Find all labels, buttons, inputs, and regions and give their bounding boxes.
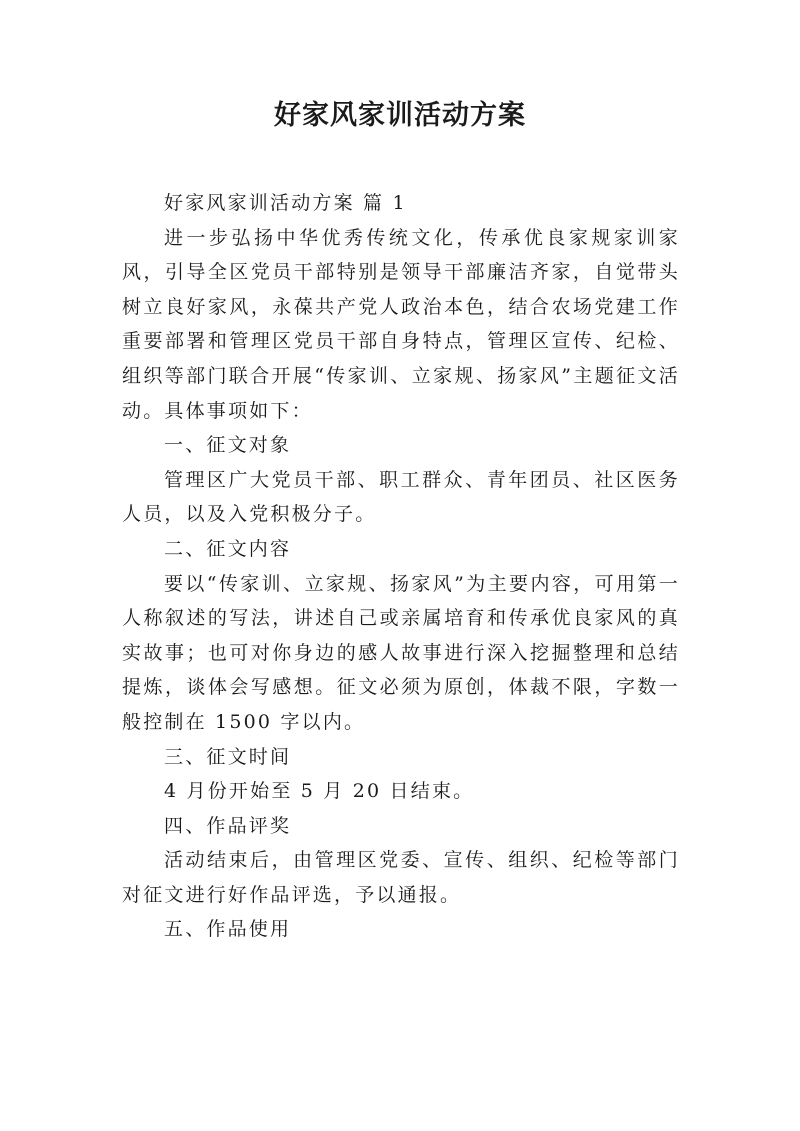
section-1-title: 一、征文对象 (164, 434, 292, 457)
section-1-text: 管理区广大党员干部、职工群众、青年团员、社区医务人员，以及入党积极分子。 (122, 468, 680, 526)
section-4-title: 四、作品评奖 (164, 814, 292, 837)
section-heading: 好家风家训活动方案 篇 1 (164, 192, 407, 214)
section-4-text: 活动结束后，由管理区党委、宣传、组织、纪检等部门对征文进行好作品评选，予以通报。 (122, 849, 680, 906)
document-body (122, 186, 680, 947)
section-2-title: 二、征文内容 (164, 537, 292, 560)
document-title: 好家风家训活动方案 (274, 100, 526, 131)
intro-paragraph: 进一步弘扬中华优秀传统文化，传承优良家规家训家风，引导全区党员干部特别是领导干部廉洁齐家，自觉带头树立良好家风，永葆共产党人政治本色，结合农场党建工作重要部署和管理区党员干部自身特点，管理区宣传、纪检、组织等部门联合开展“传家训、立家规、扬家风”主题征文活动。具体事项如下： (122, 226, 680, 422)
section-5-title: 五、作品使用 (164, 918, 292, 941)
section-2-text: 要以“传家训、立家规、扬家风”为主要内容，可用第一人称叙述的写法，讲述自己或亲属培育和传承优良家风的真实故事；也可对你身边的感人故事进行深入挖掘整理和总结提炼，谈体会写感想。征文必须为原创，体裁不限，字数一般控制在 1500 字以内。 (122, 572, 680, 733)
section-3-title: 三、征文时间 (164, 745, 292, 768)
section-3-text: 4 月份开始至 5 月 20 日结束。 (164, 780, 475, 803)
